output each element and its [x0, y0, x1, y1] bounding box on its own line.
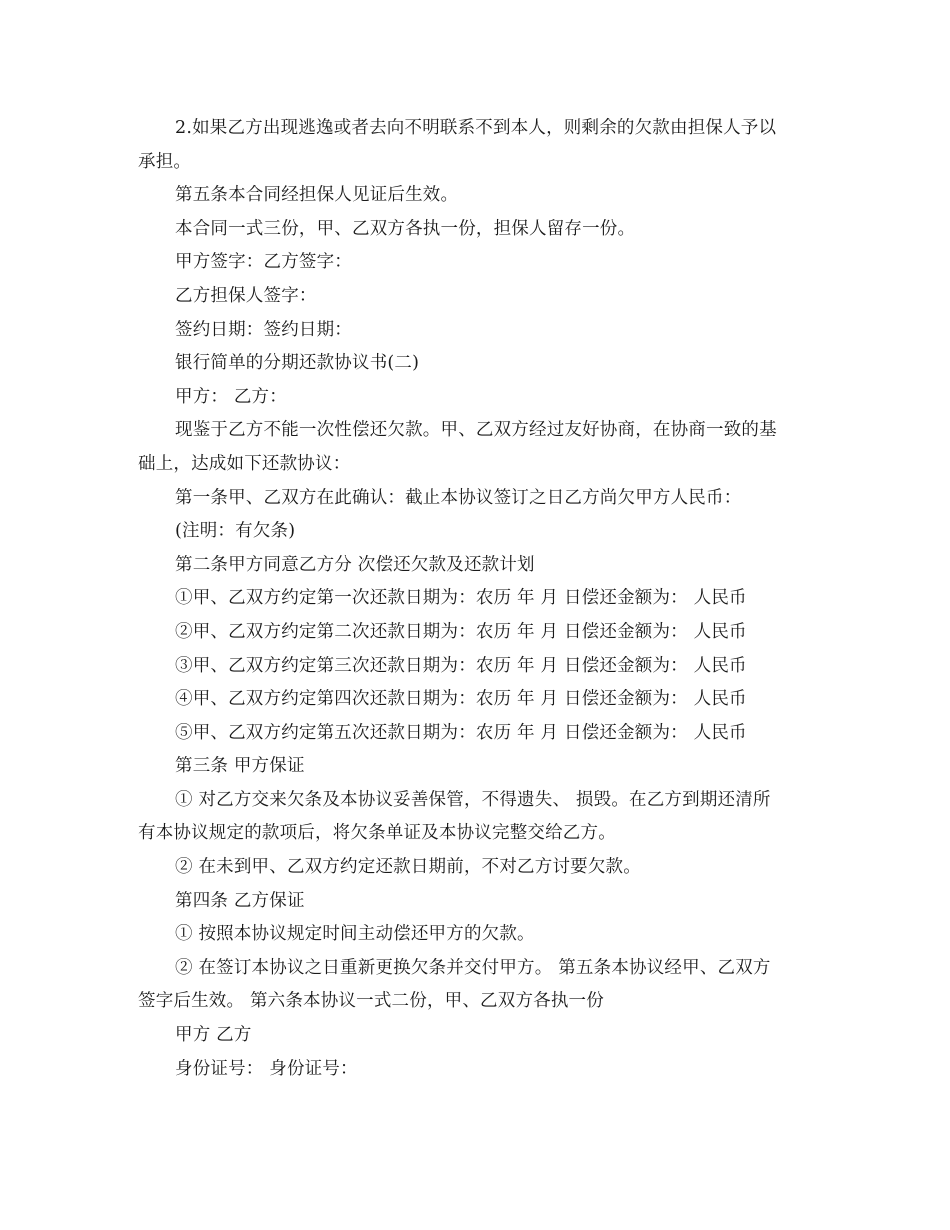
paragraph-id-numbers: 身份证号： 身份证号：	[175, 1058, 358, 1079]
paragraph-article-four: 第四条 乙方保证	[175, 890, 305, 911]
paragraph-signatures: 甲方签字：乙方签字：	[175, 252, 352, 273]
paragraph-guarantee-a-2: ② 在未到甲、乙双方约定还款日期前，不对乙方讨要欠款。	[175, 857, 641, 878]
paragraph-article-five: 第五条本合同经担保人见证后生效。	[175, 185, 459, 206]
paragraph-article-two: 第二条甲方同意乙方分 次偿还欠款及还款计划	[175, 554, 535, 575]
paragraph-guarantor-clause-line2: 承担。	[138, 151, 192, 172]
paragraph-preamble-line2: 础上，达成如下还款协议：	[138, 453, 351, 474]
installment-item: ③甲、乙双方约定第三次还款日期为：农历 年 月 日偿还金额为： 人民币	[175, 655, 747, 676]
paragraph-sign-dates: 签约日期：签约日期：	[175, 319, 352, 340]
document-body	[138, 112, 816, 1086]
installment-item: ①甲、乙双方约定第一次还款日期为：农历 年 月 日偿还金额为： 人民币	[175, 588, 747, 609]
installment-item: ⑤甲、乙双方约定第五次还款日期为：农历 年 月 日偿还金额为： 人民币	[175, 722, 747, 743]
paragraph-party-labels: 甲方 乙方	[175, 1025, 252, 1046]
paragraph-guarantee-a-line1: ① 对乙方交来欠条及本协议妥善保管，不得遗失、 损毁。在乙方到期还清所	[175, 789, 771, 810]
paragraph-parties: 甲方： 乙方：	[175, 386, 287, 407]
paragraph-article-one: 第一条甲、乙双方在此确认：截止本协议签订之日乙方尚欠甲方人民币：	[175, 487, 742, 508]
paragraph-guarantee-b-1: ① 按照本协议规定时间主动偿还甲方的欠款。	[175, 924, 535, 945]
paragraph-guarantee-a-line2: 有本协议规定的款项后，将欠条单证及本协议完整交给乙方。	[138, 823, 616, 844]
paragraph-guarantor-clause-line1: 2.如果乙方出现逃逸或者去向不明联系不到本人，则剩余的欠款由担保人予以	[175, 118, 777, 138]
paragraph-preamble-line1: 现鉴于乙方不能一次性偿还欠款。甲、乙双方经过友好协商，在协商一致的基	[175, 420, 777, 441]
paragraph-article-three: 第三条 甲方保证	[175, 756, 305, 777]
installment-item: ④甲、乙双方约定第四次还款日期为：农历 年 月 日偿还金额为： 人民币	[175, 689, 747, 710]
paragraph-guarantee-b-2-line2: 签字后生效。 第六条本协议一式二份，甲、乙双方各执一份	[138, 991, 604, 1012]
section-heading: 银行简单的分期还款协议书(二)	[175, 353, 420, 374]
paragraph-guarantee-b-2-line1: ② 在签订本协议之日重新更换欠条并交付甲方。 第五条本协议经甲、乙双方	[175, 957, 771, 978]
installment-item: ②甲、乙双方约定第二次还款日期为：农历 年 月 日偿还金额为： 人民币	[175, 621, 747, 642]
paragraph-note: (注明：有欠条)	[175, 521, 296, 542]
paragraph-guarantor-signature: 乙方担保人签字：	[175, 285, 317, 306]
paragraph-copies: 本合同一式三份，甲、乙双方各执一份，担保人留存一份。	[175, 218, 636, 239]
